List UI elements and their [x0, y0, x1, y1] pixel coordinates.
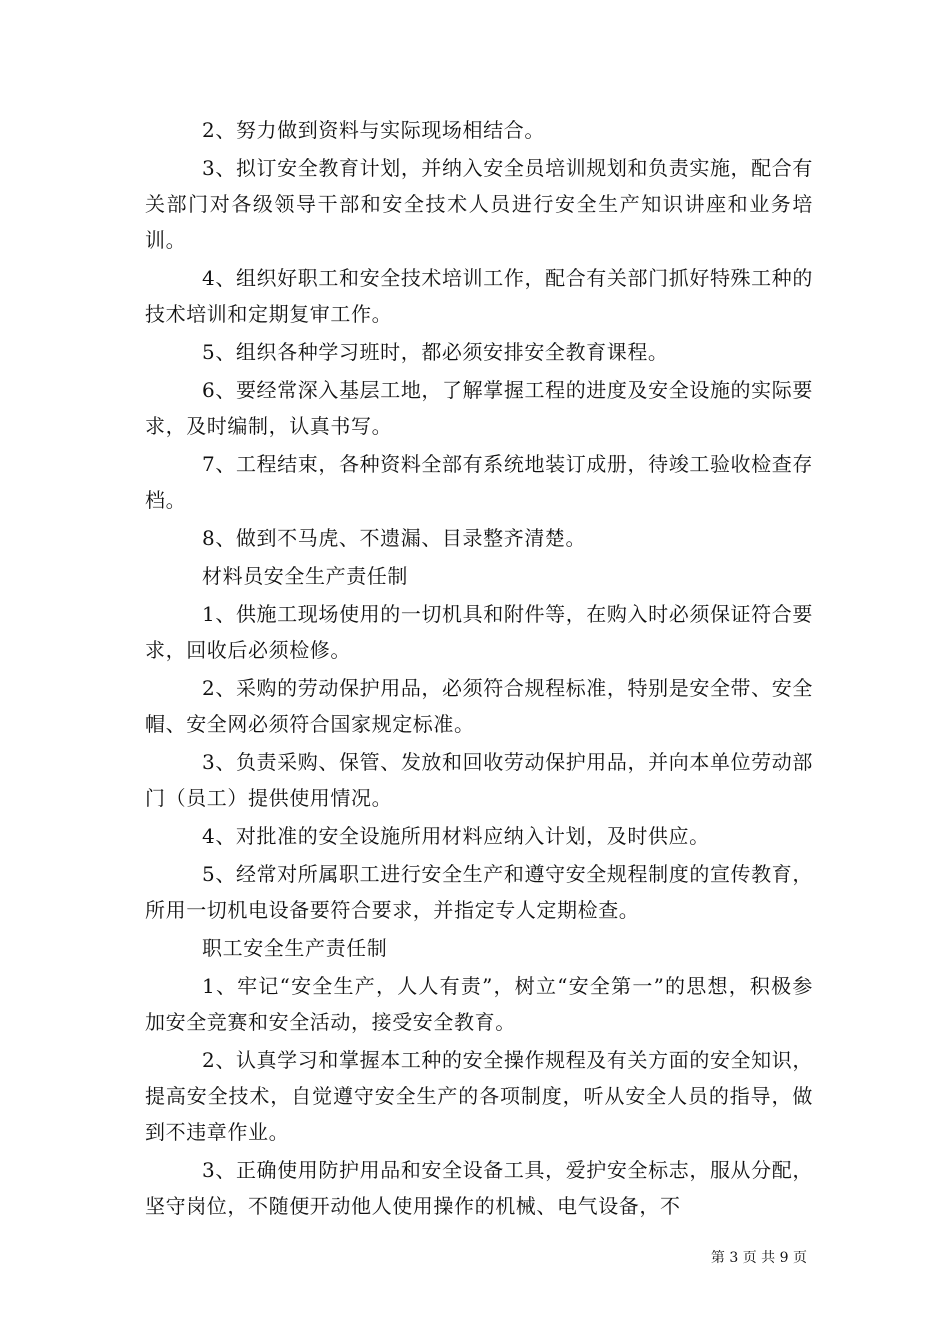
- paragraph-17: 3、正确使用防护用品和安全设备工具，爱护安全标志，服从分配，坚守岗位，不随便开动他人使用操作的机械、电气设备，不: [145, 1158, 813, 1218]
- paragraph-9: 1、供施工现场使用的一切机具和附件等，在购入时必须保证符合要求，回收后必须检修。: [145, 602, 813, 662]
- paragraph-15: 1、牢记“安全生产，人人有责”，树立“安全第一”的思想，积极参加安全竞赛和安全活动，接受安全教育。: [145, 974, 813, 1034]
- paragraph-16: 2、认真学习和掌握本工种的安全操作规程及有关方面的安全知识，提高安全技术，自觉遵守安全生产的各项制度，听从安全人员的指导，做到不违章作业。: [145, 1048, 813, 1144]
- paragraph-7: 8、做到不马虎、不遗漏、目录整齐清楚。: [202, 526, 587, 550]
- section-heading-workers: 职工安全生产责任制: [202, 936, 388, 960]
- paragraph-1: 2、努力做到资料与实际现场相结合。: [202, 118, 545, 142]
- paragraph-12: 4、对批准的安全设施所用材料应纳入计划，及时供应。: [202, 824, 710, 848]
- page-number: 第 3 页 共 9 页: [710, 1250, 807, 1266]
- section-heading-materials: 材料员安全生产责任制: [202, 564, 408, 588]
- document-body: [145, 112, 813, 1226]
- paragraph-10: 2、采购的劳动保护用品，必须符合规程标准，特别是安全带、安全帽、安全网必须符合国家规定标准。: [145, 676, 813, 736]
- paragraph-13: 5、经常对所属职工进行安全生产和遵守安全规程制度的宣传教育，所用一切机电设备要符合要求，并指定专人定期检查。: [145, 862, 813, 922]
- paragraph-5: 6、要经常深入基层工地，了解掌握工程的进度及安全设施的实际要求，及时编制，认真书写。: [145, 378, 813, 438]
- paragraph-4: 5、组织各种学习班时，都必须安排安全教育课程。: [202, 340, 669, 364]
- paragraph-3: 4、组织好职工和安全技术培训工作，配合有关部门抓好特殊工种的技术培训和定期复审工作。: [145, 266, 813, 326]
- paragraph-6: 7、工程结束，各种资料全部有系统地装订成册，待竣工验收检查存档。: [145, 452, 813, 512]
- paragraph-2: 3、拟订安全教育计划，并纳入安全员培训规划和负责实施，配合有关部门对各级领导干部和安全技术人员进行安全生产知识讲座和业务培训。: [145, 156, 813, 252]
- paragraph-11: 3、负责采购、保管、发放和回收劳动保护用品，并向本单位劳动部门（员工）提供使用情况。: [145, 750, 813, 810]
